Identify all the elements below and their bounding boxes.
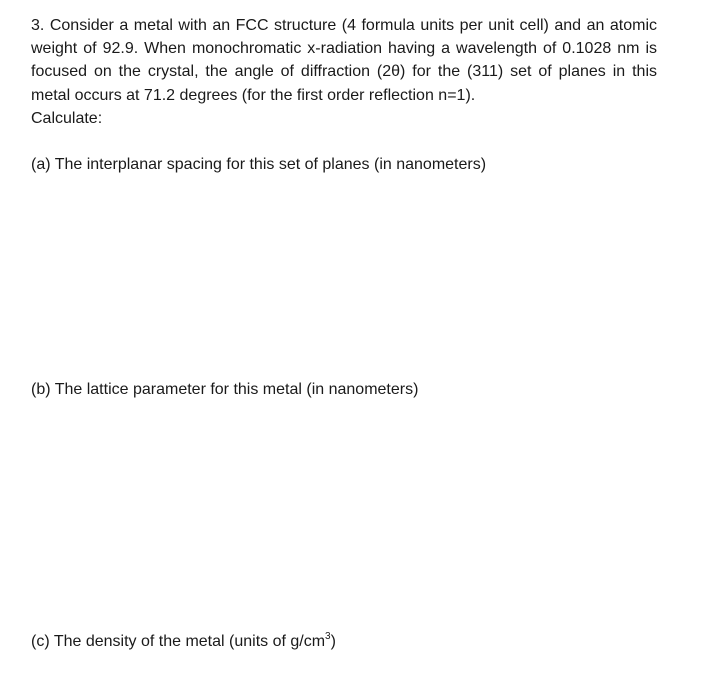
question-part-a: (a) The interplanar spacing for this set of planes (in nanometers) bbox=[31, 156, 487, 173]
problem-instruction: Calculate: bbox=[31, 109, 103, 127]
part-c-exponent: 3 bbox=[325, 630, 331, 642]
question-part-c bbox=[31, 631, 336, 653]
part-c-close: ) bbox=[330, 633, 336, 650]
question-part-b: (b) The lattice parameter for this metal (in nanometers) bbox=[31, 381, 419, 398]
part-c-text: (c) The density of the metal (units of g/cm bbox=[31, 633, 326, 650]
problem-statement bbox=[31, 14, 657, 130]
problem-text: 3. Consider a metal with an FCC structure (4 formula units per unit cell) and an atomic weight of 92.9. When monochromatic x-radiation having a wavelength of 0.1028 nm is focused on the crystal, the angle of diffraction (2θ) for the (311) set of planes in this metal occurs at 71.2 degrees (for the first order reflection n=1). bbox=[31, 17, 657, 104]
